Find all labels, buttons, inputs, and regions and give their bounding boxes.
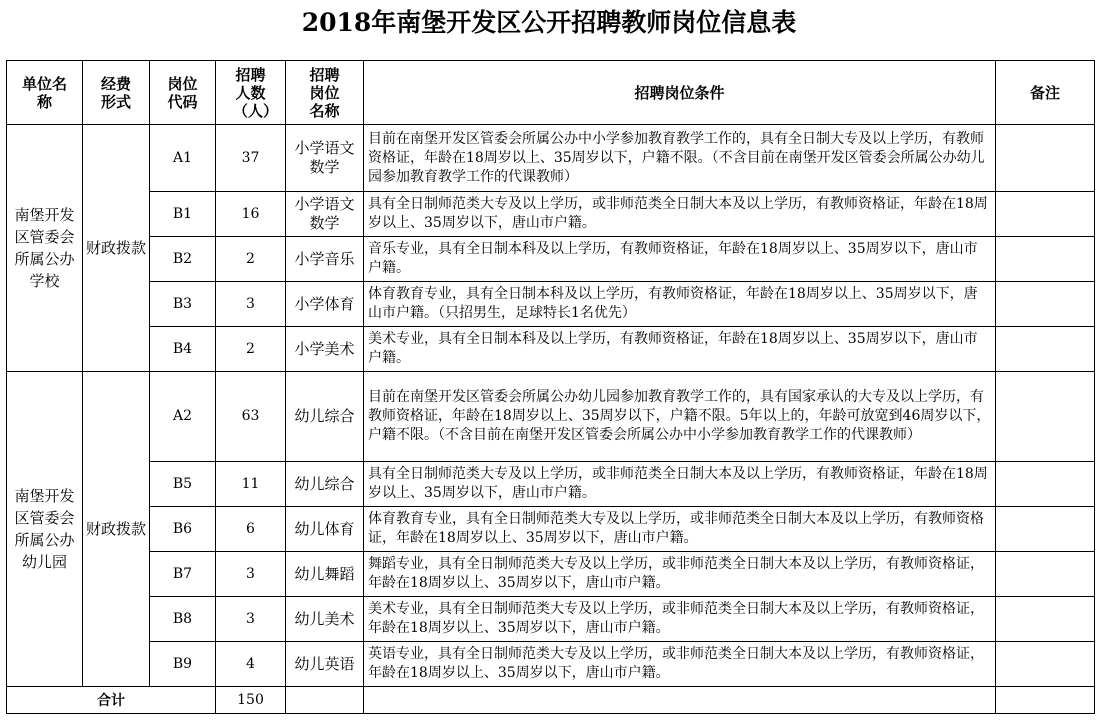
post-code-cell: B5	[150, 462, 216, 507]
conditions-cell: 体育教育专业，具有全日制师范类大专及以上学历，或非师范类全日制大本及以上学历，有教师资格证，年龄在18周岁以上、35周岁以下，唐山市户籍。	[364, 507, 996, 552]
post-name-cell: 小学语文数学	[286, 125, 364, 192]
header-code: 岗位代码	[150, 61, 216, 125]
total-empty-post	[286, 687, 364, 714]
table-row	[7, 192, 1095, 237]
funding-cell: 财政拨款	[83, 372, 150, 687]
table-row	[7, 507, 1095, 552]
table-row	[7, 552, 1095, 597]
post-name-cell: 小学美术	[286, 327, 364, 372]
remark-cell	[996, 552, 1095, 597]
header-funding: 经费形式	[83, 61, 150, 125]
conditions-cell: 美术专业，具有全日制本科及以上学历，有教师资格证，年龄在18周岁以上、35周岁以下，唐山市户籍。	[364, 327, 996, 372]
conditions-cell: 具有全日制师范类大专及以上学历，或非师范类全日制大本及以上学历，有教师资格证，年龄在18周岁以上、35周岁以下，唐山市户籍。	[364, 462, 996, 507]
post-name-cell: 幼儿舞蹈	[286, 552, 364, 597]
conditions-cell: 具有全日制师范类大专及以上学历，或非师范类全日制大本及以上学历，有教师资格证，年龄在18周岁以上、35周岁以下，唐山市户籍。	[364, 192, 996, 237]
post-code-cell: B2	[150, 237, 216, 282]
remark-cell	[996, 507, 1095, 552]
post-code-cell: B6	[150, 507, 216, 552]
remark-cell	[996, 237, 1095, 282]
table-row	[7, 327, 1095, 372]
conditions-cell: 音乐专业，具有全日制本科及以上学历，有教师资格证，年龄在18周岁以上、35周岁以下，唐山市户籍。	[364, 237, 996, 282]
post-name-cell: 小学体育	[286, 282, 364, 327]
header-count: 招聘人数（人）	[216, 61, 286, 125]
post-code-cell: A1	[150, 125, 216, 192]
hire-count-cell: 3	[216, 552, 286, 597]
recruitment-table	[6, 60, 1095, 714]
unit-name-cell: 南堡开发区管委会所属公办幼儿园	[7, 372, 83, 687]
remark-cell	[996, 372, 1095, 462]
header-post: 招聘岗位名称	[286, 61, 364, 125]
hire-count-cell: 6	[216, 507, 286, 552]
hire-count-cell: 3	[216, 282, 286, 327]
remark-cell	[996, 642, 1095, 687]
funding-cell: 财政拨款	[83, 125, 150, 372]
table-row	[7, 282, 1095, 327]
conditions-cell: 英语专业，具有全日制师范类大专及以上学历，或非师范类全日制大本及以上学历，有教师资格证，年龄在18周岁以上、35周岁以下，唐山市户籍。	[364, 642, 996, 687]
remark-cell	[996, 597, 1095, 642]
header-conditions: 招聘岗位条件	[364, 61, 996, 125]
table-row	[7, 462, 1095, 507]
conditions-cell: 美术专业，具有全日制师范类大专及以上学历，或非师范类全日制大本及以上学历，有教师资格证，年龄在18周岁以上、35周岁以下，唐山市户籍。	[364, 597, 996, 642]
table-row	[7, 642, 1095, 687]
table-row	[7, 125, 1095, 192]
hire-count-cell: 63	[216, 372, 286, 462]
hire-count-cell: 2	[216, 237, 286, 282]
table-row	[7, 237, 1095, 282]
remark-cell	[996, 462, 1095, 507]
post-name-cell: 幼儿综合	[286, 372, 364, 462]
post-name-cell: 幼儿综合	[286, 462, 364, 507]
header-unit: 单位名称	[7, 61, 83, 125]
hire-count-cell: 37	[216, 125, 286, 192]
hire-count-cell: 3	[216, 597, 286, 642]
post-name-cell: 小学音乐	[286, 237, 364, 282]
total-row	[7, 687, 1095, 714]
hire-count-cell: 2	[216, 327, 286, 372]
table-row	[7, 597, 1095, 642]
post-name-cell: 幼儿英语	[286, 642, 364, 687]
total-empty-conditions	[364, 687, 996, 714]
post-code-cell: B7	[150, 552, 216, 597]
total-count: 150	[216, 687, 286, 714]
post-name-cell: 幼儿体育	[286, 507, 364, 552]
table-row	[7, 372, 1095, 462]
header-remark: 备注	[996, 61, 1095, 125]
conditions-cell: 目前在南堡开发区管委会所属公办中小学参加教育教学工作的，具有全日制大专及以上学历，有教师资格证，年龄在18周岁以上、35周岁以下，户籍不限。（不含目前在南堡开发区管委会所属公办幼儿园参加教育教学工作的代课教师）	[364, 125, 996, 192]
remark-cell	[996, 125, 1095, 192]
total-empty-remark	[996, 687, 1095, 714]
remark-cell	[996, 327, 1095, 372]
remark-cell	[996, 282, 1095, 327]
header-row	[7, 61, 1095, 125]
unit-name-cell: 南堡开发区管委会所属公办学校	[7, 125, 83, 372]
post-name-cell: 幼儿美术	[286, 597, 364, 642]
conditions-cell: 舞蹈专业，具有全日制师范类大专及以上学历，或非师范类全日制大本及以上学历，有教师资格证，年龄在18周岁以上、35周岁以下，唐山市户籍。	[364, 552, 996, 597]
post-code-cell: B8	[150, 597, 216, 642]
post-code-cell: A2	[150, 372, 216, 462]
post-code-cell: B4	[150, 327, 216, 372]
total-label: 合计	[7, 687, 216, 714]
post-name-cell: 小学语文数学	[286, 192, 364, 237]
remark-cell	[996, 192, 1095, 237]
hire-count-cell: 4	[216, 642, 286, 687]
hire-count-cell: 16	[216, 192, 286, 237]
post-code-cell: B3	[150, 282, 216, 327]
conditions-cell: 目前在南堡开发区管委会所属公办幼儿园参加教育教学工作的，具有国家承认的大专及以上学历，有教师资格证，年龄在18周岁以上、35周岁以下，户籍不限。5年以上的，年龄可放宽到46周岁以下，户籍不限。（不含目前在南堡开发区管委会所属公办中小学参加教育教学工作的代课教师）	[364, 372, 996, 462]
post-code-cell: B9	[150, 642, 216, 687]
conditions-cell: 体育教育专业，具有全日制本科及以上学历，有教师资格证，年龄在18周岁以上、35周岁以下，唐山市户籍。（只招男生，足球特长1名优先）	[364, 282, 996, 327]
hire-count-cell: 11	[216, 462, 286, 507]
post-code-cell: B1	[150, 192, 216, 237]
page-title: 2018年南堡开发区公开招聘教师岗位信息表	[301, 8, 797, 37]
